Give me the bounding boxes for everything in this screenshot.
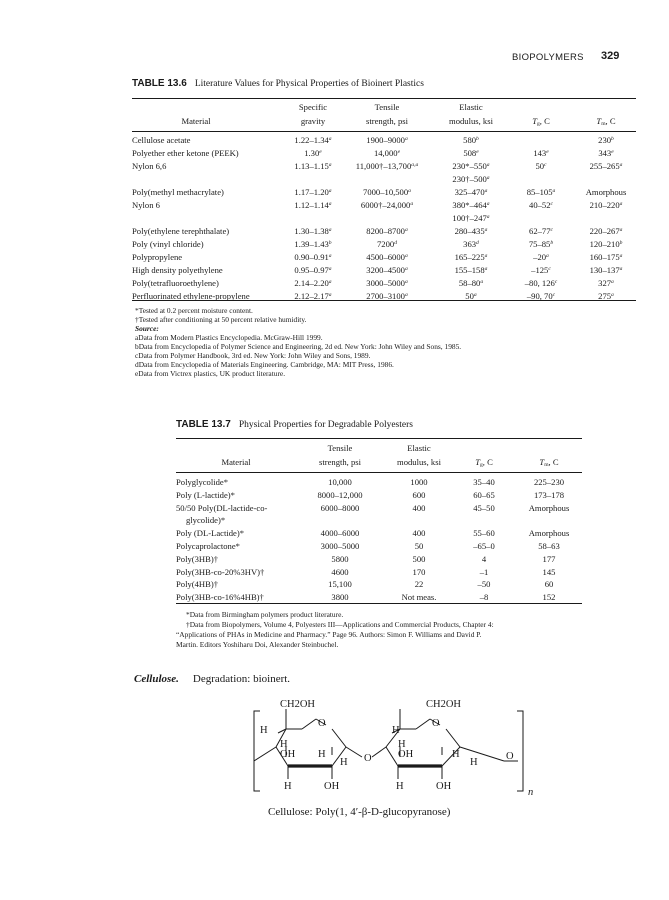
cell-elastic: Not meas. bbox=[401, 592, 437, 603]
footnote-e: eData from Victrex plastics, UK product literature. bbox=[135, 369, 286, 378]
tg-unit: C bbox=[544, 116, 550, 126]
cell-gravity bbox=[278, 187, 348, 197]
cell-footnote-mark: a bbox=[404, 227, 408, 233]
cell-tensile: 4600 bbox=[331, 566, 349, 577]
cell-value: 2700–3100 bbox=[366, 291, 405, 301]
cell-elastic: 600 bbox=[412, 489, 426, 500]
footnote-star: *Data from Birmingham polymers product literature. bbox=[186, 610, 344, 619]
cell-material: Poly(4HB)† bbox=[176, 579, 219, 590]
cell-footnote-mark: a bbox=[480, 279, 484, 285]
cell-footnote-mark: a bbox=[328, 253, 332, 259]
cell-tensile bbox=[348, 187, 426, 197]
cell-elastic: 400 bbox=[412, 528, 426, 539]
cell-tensile: 4000–6000 bbox=[320, 528, 360, 539]
cellulose-structure bbox=[240, 695, 540, 795]
cell-tensile bbox=[348, 226, 426, 236]
cell-value: 50 bbox=[465, 291, 474, 301]
ch2oh-label-2: CH2OH bbox=[426, 699, 462, 710]
cell-tm bbox=[576, 200, 636, 210]
cell-value: 58–80 bbox=[458, 278, 481, 288]
cell-footnote-mark: a bbox=[486, 175, 490, 181]
cell-value: 14,000 bbox=[373, 148, 398, 158]
tm-unit: C bbox=[552, 457, 559, 467]
col-head-tg: $T_g$, C bbox=[532, 116, 550, 127]
cell-material: glycolide)* bbox=[186, 515, 226, 526]
cell-tensile: 3000–5000 bbox=[320, 541, 360, 551]
repeat-n-label: n bbox=[528, 787, 534, 795]
cell-value: 230†–500 bbox=[452, 174, 487, 184]
cell-value: 11,000†–13,700 bbox=[355, 161, 412, 171]
footnote-dagger: †Tested after conditioning at 50 percent relative humidity. bbox=[135, 315, 307, 324]
cell-elastic bbox=[432, 174, 510, 184]
cell-footnote-mark: a bbox=[408, 188, 411, 194]
cell-elastic: 1000 bbox=[410, 477, 428, 487]
cell-value: 210–220 bbox=[589, 200, 620, 210]
cell-value: 75–85 bbox=[528, 239, 551, 249]
cell-tensile: 15,100 bbox=[328, 579, 352, 590]
cell-gravity bbox=[278, 148, 348, 158]
table-top-rule bbox=[132, 98, 636, 99]
oh-label: OH bbox=[324, 781, 340, 792]
cell-elastic bbox=[432, 226, 510, 236]
cell-gravity bbox=[278, 265, 348, 275]
cell-tg: –8 bbox=[479, 592, 489, 603]
cell-value: 7000–10,500 bbox=[363, 187, 409, 197]
cell-value: 40–52 bbox=[529, 200, 551, 210]
col-head-gravity-1: Specific bbox=[298, 102, 328, 112]
cell-footnote-mark: a bbox=[404, 266, 408, 272]
cell-tg bbox=[512, 148, 570, 158]
cell-value: 1.39–1.43 bbox=[294, 239, 329, 249]
cell-tm: 60 bbox=[544, 579, 554, 590]
cell-value: –125 bbox=[531, 265, 549, 275]
cell-tm bbox=[576, 239, 636, 249]
col-head-tensile-1: Tensile bbox=[327, 443, 353, 453]
cell-value: 280–435 bbox=[454, 226, 485, 236]
ring-oxygen-1: O bbox=[318, 718, 326, 729]
cell-value: 1.30 bbox=[304, 148, 320, 158]
cell-value: 3000–5000 bbox=[366, 278, 405, 288]
cell-tg bbox=[512, 226, 570, 236]
cell-material: Polycaprolactone* bbox=[176, 541, 240, 551]
cell-footnote-mark: c bbox=[552, 292, 556, 298]
col-head-material: Material bbox=[221, 457, 251, 467]
tm-unit: C bbox=[609, 116, 616, 126]
cell-footnote-mark: a bbox=[328, 136, 332, 142]
cell-value: 580 bbox=[463, 135, 477, 145]
cell-tg bbox=[512, 161, 570, 171]
cell-footnote-mark: a bbox=[484, 188, 488, 194]
table-caption-text: Literature Values for Physical Properties of Bioinert Plastics bbox=[194, 79, 424, 89]
table-number: TABLE 13.6 bbox=[132, 78, 187, 89]
cell-value: 325–470 bbox=[454, 187, 485, 197]
cell-elastic bbox=[432, 187, 510, 197]
cell-gravity bbox=[278, 135, 348, 145]
cell-footnote-mark: a bbox=[619, 201, 623, 207]
cell-value: –20 bbox=[533, 252, 547, 262]
h-label: H bbox=[284, 781, 292, 792]
cell-material: Polyglycolide* bbox=[176, 477, 229, 487]
cell-gravity bbox=[278, 200, 348, 210]
cell-material: Perfluorinated ethylene-propylene bbox=[132, 291, 250, 301]
cell-gravity bbox=[278, 239, 348, 249]
cell-material: Nylon 6 bbox=[132, 200, 160, 210]
cell-value: 85–105 bbox=[526, 187, 553, 197]
cell-elastic: 170 bbox=[412, 566, 426, 577]
oh-label: OH bbox=[398, 749, 414, 760]
footnote-star: *Tested at 0.2 percent moisture content. bbox=[135, 306, 253, 315]
table-number: TABLE 13.7 bbox=[176, 419, 231, 430]
cell-footnote-mark: a bbox=[552, 188, 556, 194]
col-head-tm: $T_m$, C bbox=[539, 457, 559, 468]
terminal-oxygen: O bbox=[506, 751, 514, 762]
oh-label: OH bbox=[436, 781, 452, 792]
cell-gravity bbox=[278, 252, 348, 262]
tg-unit: C bbox=[487, 457, 493, 467]
cell-material: Cellulose acetate bbox=[132, 135, 191, 145]
cell-tensile bbox=[348, 148, 426, 158]
cell-tg: –1 bbox=[479, 566, 489, 577]
cell-footnote-mark: a bbox=[619, 253, 623, 259]
cell-material: Poly (L-lactide)* bbox=[176, 489, 235, 500]
ch2oh-label-1: CH2OH bbox=[280, 699, 316, 710]
cell-tensile bbox=[348, 161, 426, 171]
cell-footnote-mark: a bbox=[410, 201, 414, 207]
glycosidic-oxygen: O bbox=[364, 753, 372, 764]
cell-elastic bbox=[432, 200, 510, 210]
cell-elastic bbox=[432, 213, 510, 223]
cell-tensile: 3800 bbox=[331, 592, 349, 603]
cell-value: 155–158 bbox=[454, 265, 485, 275]
cell-tm: 58–63 bbox=[538, 541, 560, 551]
cell-value: Amorphous bbox=[585, 187, 627, 197]
cell-value: 508 bbox=[463, 148, 477, 158]
cell-value: 6000†–24,000 bbox=[360, 200, 411, 210]
h-label: H bbox=[392, 725, 400, 736]
cell-footnote-mark: a bbox=[328, 292, 332, 298]
cell-value: 1.13–1.15 bbox=[294, 161, 329, 171]
table-13-7-caption bbox=[176, 419, 413, 430]
cellulose-caption: Cellulose: Poly(1, 4′-β-D-glucopyranose) bbox=[268, 806, 451, 818]
right-bracket bbox=[517, 711, 523, 791]
cell-value: 255–265 bbox=[589, 161, 620, 171]
cell-gravity bbox=[278, 226, 348, 236]
cell-footnote-mark: a bbox=[328, 279, 332, 285]
footnote-dagger-cont-1: “Applications of PHAs in Medicine and Pharmacy.” Page 96. Authors: Simon F. Williams and David P. bbox=[176, 630, 482, 639]
col-head-tensile-2: strength, psi bbox=[365, 116, 408, 126]
cell-footnote-mark: b bbox=[328, 240, 332, 246]
cell-footnote-mark: e bbox=[397, 149, 401, 155]
cell-tg: 4 bbox=[481, 553, 487, 564]
cell-value: 160–175 bbox=[589, 252, 620, 262]
cell-value: 2.12–2.17 bbox=[294, 291, 329, 301]
cell-elastic: 22 bbox=[414, 579, 424, 590]
cell-tg bbox=[512, 187, 570, 197]
cell-tm bbox=[576, 265, 636, 275]
cell-footnote-mark: a bbox=[484, 227, 488, 233]
cell-tm: 173–178 bbox=[533, 489, 565, 500]
cell-footnote-mark: c bbox=[544, 162, 547, 168]
cell-value: 1.22–1.34 bbox=[294, 135, 329, 145]
cell-footnote-mark: a bbox=[619, 227, 623, 233]
cell-value: 50 bbox=[535, 161, 545, 171]
cell-material: Poly (DL-Lactide)* bbox=[176, 528, 245, 539]
table-bottom-rule bbox=[176, 603, 582, 604]
cell-value: 8200–8700 bbox=[366, 226, 405, 236]
cell-value: –90, 70 bbox=[526, 291, 553, 301]
cell-footnote-mark: e bbox=[611, 149, 614, 155]
cell-footnote-mark: b bbox=[619, 240, 623, 246]
cell-elastic bbox=[432, 252, 510, 262]
h-label: H bbox=[280, 739, 288, 750]
cell-elastic bbox=[432, 265, 510, 275]
cell-tm: Amorphous bbox=[528, 528, 570, 539]
degradation-note: Degradation: bioinert. bbox=[192, 673, 291, 685]
cell-elastic bbox=[432, 161, 510, 171]
cell-footnote-mark: b bbox=[550, 240, 554, 246]
cell-footnote-mark: a bbox=[486, 162, 490, 168]
col-head-elastic-2: modulus, ksi bbox=[449, 116, 493, 126]
col-head-tensile-2: strength, psi bbox=[318, 457, 361, 467]
footnote-b: bData from Encyclopedia of Polymer Science and Engineering, 2d ed. New York: John Wiley and Sons, 1985. bbox=[135, 342, 462, 351]
cell-footnote-mark: a bbox=[328, 162, 332, 168]
cell-tg: 45–50 bbox=[473, 502, 495, 513]
cell-tm: Amorphous bbox=[528, 502, 570, 513]
table-13-6-caption bbox=[132, 78, 424, 89]
cell-value: 1.12–1.14 bbox=[294, 200, 329, 210]
cell-value: 120–210 bbox=[589, 239, 620, 249]
cell-material: Poly(tetrafluoroethylene) bbox=[132, 278, 219, 288]
left-bracket bbox=[254, 711, 260, 791]
footnote-source: Source: bbox=[135, 324, 159, 333]
cell-material: Polypropylene bbox=[132, 252, 183, 262]
cell-tensile: 10,000 bbox=[328, 477, 352, 487]
cell-footnote-mark: d bbox=[394, 240, 397, 246]
footnote-a: aData from Modern Plastics Encyclopedia. McGraw-Hill 1999. bbox=[135, 333, 323, 342]
cell-material: Nylon 6,6 bbox=[132, 161, 167, 171]
cell-tensile: 8000–12,000 bbox=[317, 489, 363, 500]
cell-footnote-mark: b bbox=[476, 136, 479, 142]
cell-footnote-mark: e bbox=[476, 149, 479, 155]
cell-footnote-mark: a bbox=[619, 266, 623, 272]
cell-footnote-mark: a bbox=[611, 279, 614, 285]
h-label: H bbox=[396, 781, 404, 792]
cell-tensile bbox=[348, 239, 426, 249]
cell-material: Poly(methyl methacrylate) bbox=[132, 187, 224, 197]
cell-value: 7200 bbox=[377, 239, 395, 249]
cell-tm bbox=[576, 278, 636, 288]
cell-value: 2.14–2.20 bbox=[294, 278, 329, 288]
cell-value: 1.17–1.20 bbox=[294, 187, 329, 197]
cell-footnote-mark: a bbox=[473, 292, 477, 298]
cell-material: High density polyethylene bbox=[132, 265, 223, 275]
cell-elastic: 400 bbox=[412, 502, 426, 513]
oh-label: OH bbox=[280, 749, 296, 760]
cell-footnote-mark: a bbox=[404, 292, 408, 298]
col-head-tg: $T_g$, C bbox=[475, 457, 493, 468]
cell-tm bbox=[576, 226, 636, 236]
cellulose-heading bbox=[134, 673, 290, 685]
cell-tensile bbox=[348, 278, 426, 288]
cell-elastic bbox=[432, 148, 510, 158]
cell-tensile: 5800 bbox=[331, 553, 349, 564]
cell-tensile bbox=[348, 252, 426, 262]
cell-gravity bbox=[278, 161, 348, 171]
cell-material: 50/50 Poly(DL-lactide-co- bbox=[176, 502, 268, 513]
table-header-rule bbox=[132, 131, 636, 132]
cell-footnote-mark: a bbox=[546, 253, 549, 259]
cell-value: 130–137 bbox=[589, 265, 620, 275]
cell-value: 165–225 bbox=[454, 252, 485, 262]
cell-material: Poly(3HB-co-16%4HB)† bbox=[176, 592, 264, 603]
cell-elastic bbox=[432, 239, 510, 249]
cell-value: 220–267 bbox=[589, 226, 620, 236]
page-number: 329 bbox=[601, 50, 620, 62]
cell-value: 0.95–0.97 bbox=[294, 265, 329, 275]
col-head-elastic-2: modulus, ksi bbox=[397, 457, 441, 467]
cell-tensile bbox=[348, 135, 426, 145]
cell-value: 100†–247 bbox=[452, 213, 487, 223]
cell-tm: 177 bbox=[542, 553, 556, 564]
cell-material: Poly(3HB)† bbox=[176, 553, 219, 564]
h-label: H bbox=[398, 739, 406, 750]
cell-footnote-mark: b bbox=[611, 136, 614, 142]
cell-footnote-mark: a bbox=[619, 162, 623, 168]
cell-tg: 60–65 bbox=[473, 489, 495, 500]
cell-tm: 152 bbox=[542, 592, 556, 603]
cell-tensile bbox=[348, 265, 426, 275]
cell-material: Poly(ethylene terephthalate) bbox=[132, 226, 230, 236]
footnote-c: cData from Polymer Handbook, 3rd ed. New York: John Wiley and Sons, 1989. bbox=[135, 351, 371, 360]
cell-value: –80, 126 bbox=[524, 278, 555, 288]
cell-gravity bbox=[278, 278, 348, 288]
cell-tg bbox=[512, 265, 570, 275]
cell-material: Polyether ether ketone (PEEK) bbox=[132, 148, 239, 158]
footnote-dagger: †Data from Biopolymers, Volume 4, Polyesters III—Applications and Commercial Products, Chapter 4: bbox=[186, 620, 494, 629]
cell-material: Poly(3HB-co-20%3HV)† bbox=[176, 566, 265, 577]
cell-tm bbox=[576, 161, 636, 171]
cell-value: 143 bbox=[533, 148, 547, 158]
h-label: H bbox=[340, 757, 348, 768]
table-header-rule bbox=[176, 472, 582, 473]
col-head-material: Material bbox=[181, 116, 211, 126]
footnote-dagger-cont-2: Martin. Editors Yoshiharu Doi, Alexander Steinbuchel. bbox=[176, 640, 339, 649]
h-label: H bbox=[260, 725, 268, 736]
cell-footnote-mark: a bbox=[486, 201, 490, 207]
cell-tg bbox=[512, 252, 570, 262]
table-bottom-rule bbox=[132, 300, 636, 301]
cell-elastic bbox=[432, 278, 510, 288]
cell-tg bbox=[512, 200, 570, 210]
cell-value: 343 bbox=[598, 148, 612, 158]
cell-tg: 55–60 bbox=[473, 528, 495, 539]
col-head-elastic-1: Elastic bbox=[407, 443, 431, 453]
cell-value: 0.90–0.91 bbox=[294, 252, 329, 262]
cell-tg: –50 bbox=[477, 579, 491, 590]
col-head-tm: $T_m$, C bbox=[596, 116, 616, 127]
table-top-rule bbox=[176, 438, 582, 439]
cell-elastic: 50 bbox=[414, 541, 424, 551]
cell-elastic: 500 bbox=[412, 553, 426, 564]
cell-footnote-mark: a bbox=[404, 253, 408, 259]
cell-tm bbox=[576, 187, 636, 197]
cell-tm bbox=[576, 252, 636, 262]
cell-footnote-mark: c bbox=[550, 201, 553, 207]
cell-material: Poly (vinyl chloride) bbox=[132, 239, 204, 249]
running-title: BIOPOLYMERS bbox=[512, 52, 584, 63]
cell-footnote-mark: a bbox=[404, 279, 408, 285]
cell-footnote-mark: a bbox=[611, 292, 614, 298]
col-head-gravity-2: gravity bbox=[300, 116, 326, 126]
h-label: H bbox=[318, 749, 326, 760]
cell-tg: –65–0 bbox=[473, 541, 495, 551]
cell-footnote-mark: e bbox=[319, 149, 322, 155]
cell-footnote-mark: c bbox=[548, 266, 551, 272]
cell-tm bbox=[576, 135, 636, 145]
cell-tensile: 6000–8000 bbox=[320, 502, 360, 513]
cell-footnote-mark: a bbox=[404, 136, 408, 142]
cell-tm bbox=[576, 148, 636, 158]
cell-footnote-mark: d bbox=[476, 240, 479, 246]
cell-footnote-mark: a bbox=[484, 266, 488, 272]
cell-footnote-mark: c bbox=[550, 227, 553, 233]
cell-tm: 225–230 bbox=[533, 477, 565, 487]
cell-footnote-mark: a bbox=[328, 227, 332, 233]
footnote-d: dData from Encyclopedia of Materials Engineering. Cambridge, MA: MIT Press, 1986. bbox=[135, 360, 394, 369]
cell-elastic bbox=[432, 135, 510, 145]
h-label: H bbox=[470, 757, 478, 768]
cell-footnote-mark: a bbox=[328, 188, 332, 194]
cell-value: 230*–550 bbox=[452, 161, 487, 171]
cell-footnote-mark: a,a bbox=[411, 162, 419, 168]
cell-value: 230 bbox=[598, 135, 612, 145]
cell-tg bbox=[512, 239, 570, 249]
cell-footnote-mark: c bbox=[554, 279, 558, 285]
cell-footnote-mark: e bbox=[546, 149, 549, 155]
cell-value: 4500–6000 bbox=[366, 252, 405, 262]
table-caption-text: Physical Properties for Degradable Polyesters bbox=[238, 420, 413, 430]
cell-value: 3200–4500 bbox=[366, 265, 405, 275]
cell-footnote-mark: a bbox=[328, 266, 332, 272]
col-head-elastic-1: Elastic bbox=[459, 102, 483, 112]
col-head-tensile-1: Tensile bbox=[374, 102, 400, 112]
h-label: H bbox=[452, 749, 460, 760]
cell-footnote-mark: a bbox=[486, 214, 490, 220]
cell-tm: 145 bbox=[542, 566, 556, 577]
cell-value: 62–77 bbox=[529, 226, 551, 236]
cell-value: 275 bbox=[598, 291, 612, 301]
cell-tensile bbox=[348, 200, 426, 210]
cell-value: 380*–464 bbox=[452, 200, 487, 210]
cell-value: 1900–9000 bbox=[366, 135, 405, 145]
cell-value: 363 bbox=[463, 239, 477, 249]
cell-footnote-mark: a bbox=[484, 253, 488, 259]
cell-value: 1.30–1.38 bbox=[294, 226, 329, 236]
cell-value: 327 bbox=[598, 278, 612, 288]
section-title: Cellulose. bbox=[134, 673, 179, 685]
cell-footnote-mark: a bbox=[328, 201, 332, 207]
cell-tg: 35–40 bbox=[473, 477, 495, 487]
ring-oxygen-2: O bbox=[432, 718, 440, 729]
cell-tg bbox=[512, 278, 570, 288]
